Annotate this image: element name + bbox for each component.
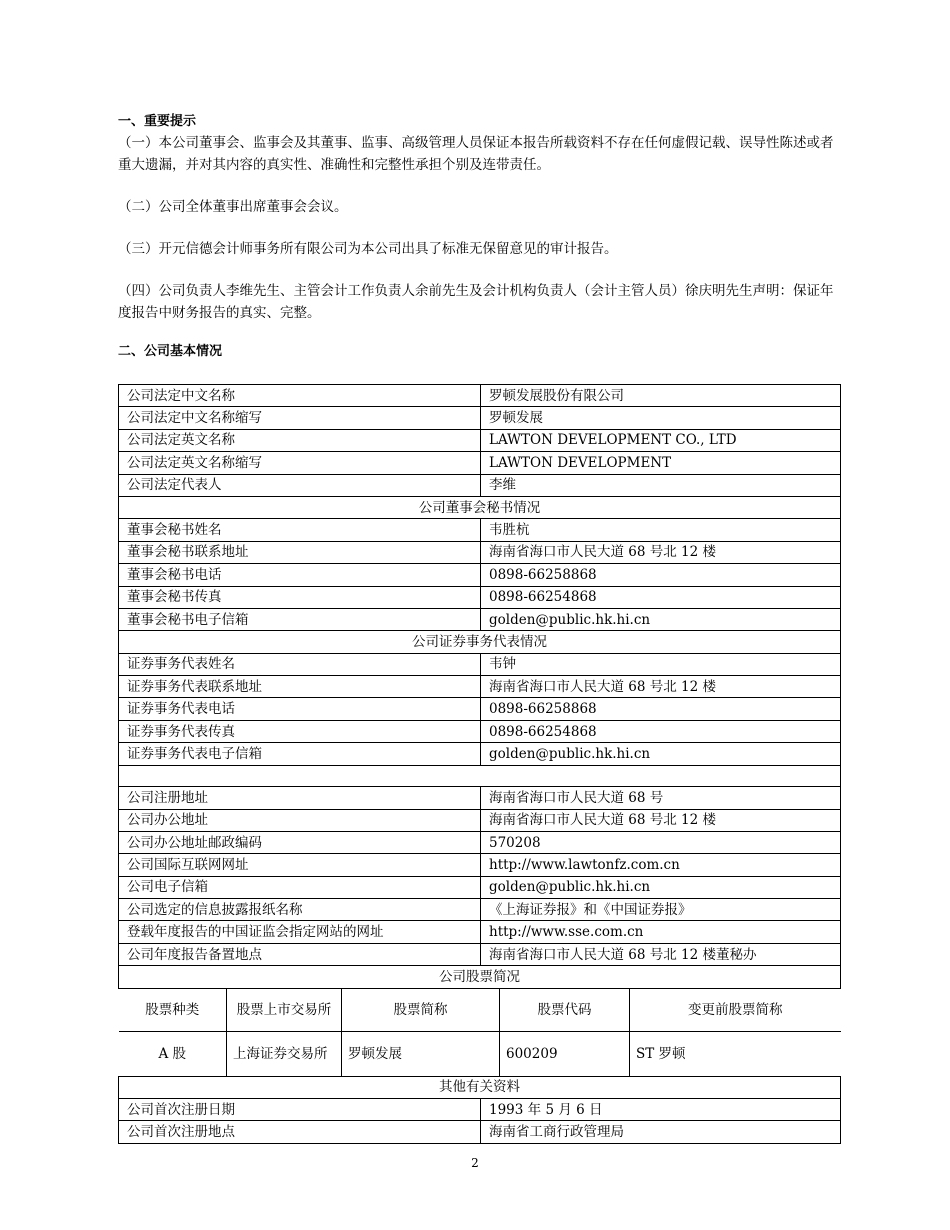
row-label: 公司法定中文名称缩写 [119,407,481,429]
row-label: 董事会秘书电子信箱 [119,608,481,630]
row-value: 1993 年 5 月 6 日 [481,1099,841,1121]
row-value: 海南省海口市人民大道 68 号 [481,787,841,809]
table-row [119,743,841,765]
table-row [119,720,841,742]
table-row [119,787,841,809]
stock-col-header: 股票简称 [342,989,500,1032]
row-label: 公司法定英文名称 [119,429,481,451]
section-header-row [119,1076,841,1098]
row-value: 罗顿发展股份有限公司 [481,385,841,407]
row-label: 公司注册地址 [119,787,481,809]
stock-code: 600209 [500,1032,630,1076]
table-row [119,608,841,630]
table-row [119,474,841,496]
stock-col-header: 变更前股票简称 [630,989,841,1032]
row-value: 李维 [481,474,841,496]
row-value: LAWTON DEVELOPMENT [481,452,841,474]
stock-subtable-row [119,988,841,1076]
row-value: 《上海证券报》和《中国证券报》 [481,899,841,921]
table-row [119,876,841,898]
rep-section-header: 公司证券事务代表情况 [119,631,841,653]
section-header-row [119,496,841,518]
company-info-table [118,384,841,1144]
row-label: 证券事务代表电话 [119,698,481,720]
table-row [119,943,841,965]
row-value: 0898-66258868 [481,564,841,586]
stock-table [119,989,841,1076]
table-row [119,429,841,451]
row-value: golden@public.hk.hi.cn [481,608,841,630]
row-label: 登载年度报告的中国证监会指定网站的网址 [119,921,481,943]
stock-former-name: ST 罗顿 [630,1032,841,1076]
blank-row [119,765,841,787]
row-label: 公司年度报告备置地点 [119,943,481,965]
row-value: 海南省海口市人民大道 68 号北 12 楼 [481,809,841,831]
row-label: 董事会秘书姓名 [119,519,481,541]
table-row [119,653,841,675]
notice-item-2: （二）公司全体董事出席董事会会议。 [118,199,348,215]
row-label: 公司国际互联网网址 [119,854,481,876]
stock-data-row [119,1032,841,1076]
row-label: 证券事务代表联系地址 [119,676,481,698]
notice-item-4: （四）公司负责人李维先生、主管会计工作负责人余前先生及会计机构负责人（会计主管人员）徐庆明先生声明：保证年度报告中财务报告的真实、完整。 [118,283,834,321]
table-row [119,1121,841,1143]
row-value: 0898-66254868 [481,720,841,742]
row-value: 570208 [481,831,841,853]
section-header-row [119,966,841,988]
row-value: 罗顿发展 [481,407,841,429]
row-label: 公司选定的信息披露报纸名称 [119,899,481,921]
table-row [119,564,841,586]
row-value: 0898-66254868 [481,586,841,608]
row-value: 海南省海口市人民大道 68 号北 12 楼 [481,541,841,563]
stock-section-header: 公司股票简况 [119,966,841,988]
row-label: 董事会秘书传真 [119,586,481,608]
row-value: LAWTON DEVELOPMENT CO., LTD [481,429,841,451]
stock-col-header: 股票代码 [500,989,630,1032]
row-value: 0898-66258868 [481,698,841,720]
row-value: http://www.sse.com.cn [481,921,841,943]
stock-subtable-cell [119,988,841,1076]
row-label: 公司首次注册日期 [119,1099,481,1121]
table-row [119,452,841,474]
stock-col-header: 股票种类 [119,989,227,1032]
table-row [119,586,841,608]
other-section-header: 其他有关资料 [119,1076,841,1098]
row-label: 公司法定中文名称 [119,385,481,407]
stock-short-name: 罗顿发展 [342,1032,500,1076]
stock-col-header: 股票上市交易所 [227,989,342,1032]
table-row [119,1099,841,1121]
row-value: golden@public.hk.hi.cn [481,876,841,898]
stock-header-row [119,989,841,1032]
table-row [119,407,841,429]
row-label: 证券事务代表电子信箱 [119,743,481,765]
blank-cell [119,765,841,787]
page-number: 2 [471,1156,479,1170]
row-label: 公司法定代表人 [119,474,481,496]
section2-title: 二、公司基本情况 [118,344,223,359]
row-value: http://www.lawtonfz.com.cn [481,854,841,876]
table-row [119,698,841,720]
table-row [119,854,841,876]
row-label: 公司办公地址邮政编码 [119,831,481,853]
table-row [119,831,841,853]
row-label: 董事会秘书联系地址 [119,541,481,563]
row-value: 海南省海口市人民大道 68 号北 12 楼 [481,676,841,698]
row-label: 公司法定英文名称缩写 [119,452,481,474]
table-row [119,809,841,831]
row-label: 董事会秘书电话 [119,564,481,586]
table-row [119,519,841,541]
row-value: golden@public.hk.hi.cn [481,743,841,765]
table-row [119,676,841,698]
stock-exchange: 上海证券交易所 [227,1032,342,1076]
table-row [119,899,841,921]
secretary-section-header: 公司董事会秘书情况 [119,496,841,518]
row-label: 证券事务代表姓名 [119,653,481,675]
notice-item-1: （一）本公司董事会、监事会及其董事、监事、高级管理人员保证本报告所载资料不存在任何虚假记载、误导性陈述或者重大遗漏，并对其内容的真实性、准确性和完整性承担个别及连带责任。 [118,135,834,173]
section-header-row [119,631,841,653]
row-label: 公司电子信箱 [119,876,481,898]
document-page [118,112,840,1144]
section1-title: 一、重要提示 [118,114,197,129]
row-value: 韦胜杭 [481,519,841,541]
row-label: 公司办公地址 [119,809,481,831]
row-value: 海南省海口市人民大道 68 号北 12 楼董秘办 [481,943,841,965]
table-row [119,921,841,943]
stock-type: A 股 [119,1032,227,1076]
row-label: 证券事务代表传真 [119,720,481,742]
row-label: 公司首次注册地点 [119,1121,481,1143]
table-row [119,541,841,563]
row-value: 韦钟 [481,653,841,675]
table-row [119,385,841,407]
notice-item-3: （三）开元信德会计师事务所有限公司为本公司出具了标准无保留意见的审计报告。 [118,241,618,257]
row-value: 海南省工商行政管理局 [481,1121,841,1143]
